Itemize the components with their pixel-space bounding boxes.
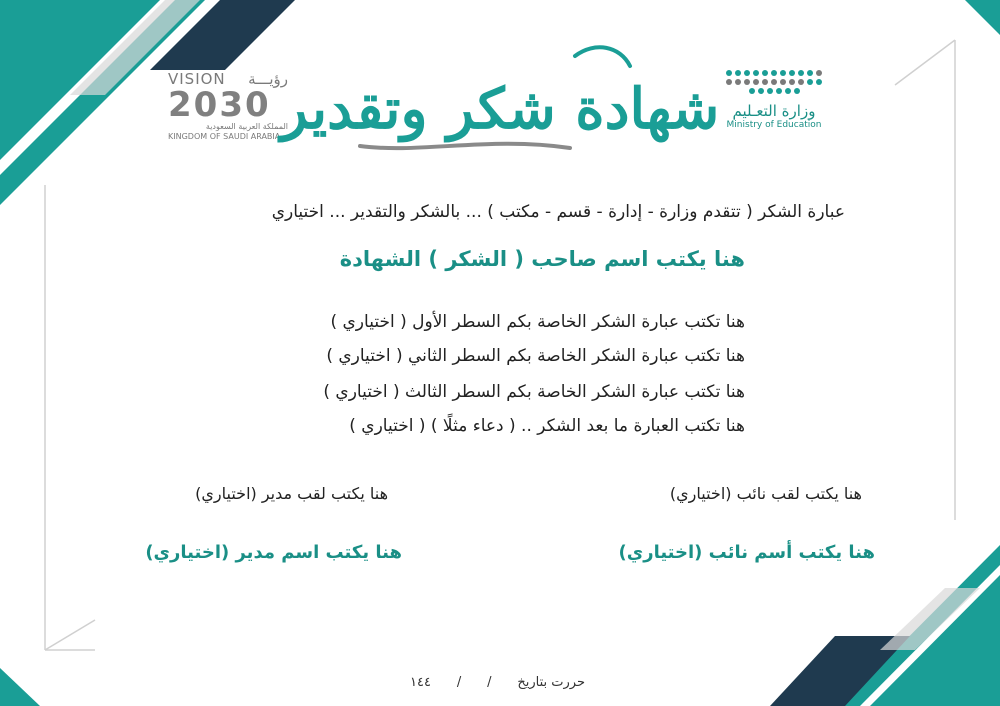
top-right-teal xyxy=(965,0,1000,35)
vision-en-country: KINGDOM OF SAUDI ARABIA xyxy=(168,132,281,141)
body-line-2: هنا تكتب عبارة الشكر الخاصة بكم السطر الثاني ( اختياري ) xyxy=(326,346,745,366)
ministry-name-en: Ministry of Education xyxy=(726,120,822,130)
deputy-name: هنا يكتب أسم نائب (اختياري) xyxy=(618,542,875,563)
date-label: حررت بتاريخ xyxy=(517,675,585,690)
ministry-dots-icon xyxy=(724,70,824,94)
certificate-title-art xyxy=(280,36,720,166)
bottom-left-teal xyxy=(0,668,40,706)
ministry-name-ar: وزارة التعـليم xyxy=(732,102,816,120)
vision-word: VISION xyxy=(168,70,226,88)
ministry-of-education-logo xyxy=(715,70,833,130)
date-year: ١٤٤ xyxy=(410,675,431,690)
vision-ar-country: المملكة العربية السعودية xyxy=(205,122,288,131)
date-line xyxy=(410,675,585,690)
manager-name: هنا يكتب اسم مدير (اختياري) xyxy=(145,542,402,563)
top-left-teal-band xyxy=(0,0,160,160)
manager-title: هنا يكتب لقب مدير (اختياري) xyxy=(195,484,388,503)
date-separator-2: / xyxy=(456,675,462,690)
vision-ar-word: رؤيـــة xyxy=(248,70,288,88)
vision-2030-logo xyxy=(168,70,288,150)
body-line-3: هنا تكتب عبارة الشكر الخاصة بكم السطر الثالث ( اختياري ) xyxy=(323,382,745,402)
body-line-1: هنا تكتب عبارة الشكر الخاصة بكم السطر الأول ( اختياري ) xyxy=(330,312,745,332)
holder-name: هنا يكتب اسم صاحب ( الشكر ) الشهادة xyxy=(339,247,745,271)
deputy-title: هنا يكتب لقب نائب (اختياري) xyxy=(669,484,862,503)
vision-year: 2030 xyxy=(168,85,271,125)
body-line-4: هنا تكتب العبارة ما بعد الشكر .. ( دعاء مثلًا ) ( اختياري ) xyxy=(349,416,745,436)
intro-text: عبارة الشكر ( تتقدم وزارة - إدارة - قسم - مكتب ) ... بالشكر والتقدير ... اختياري xyxy=(271,202,845,222)
certificate-title: شهادة شكر وتقدير xyxy=(280,76,720,142)
date-separator-1: / xyxy=(487,675,492,690)
